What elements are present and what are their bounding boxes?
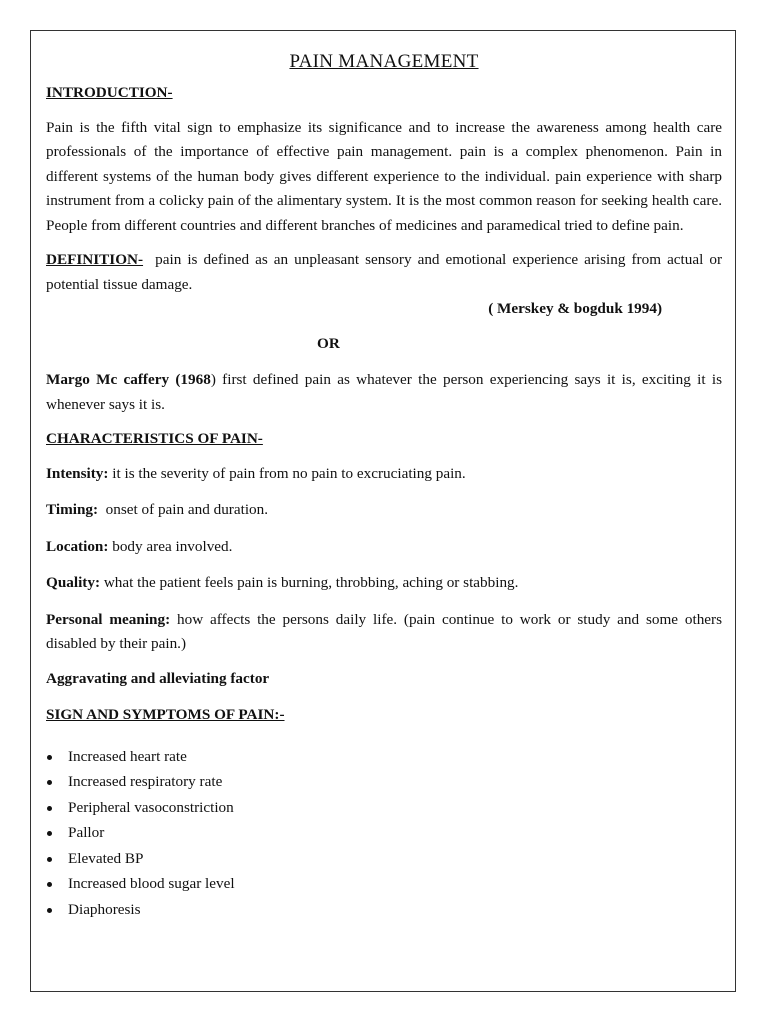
definition-text: pain is defined as an unpleasant sensory and emotional experience arising from actual or potential tissue damage. <box>46 251 723 293</box>
characteristic-label: Timing: <box>46 501 99 518</box>
alt-definition-author: Margo Mc caffery <box>46 371 170 388</box>
signs-list <box>46 744 722 923</box>
alternate-definition-paragraph: Margo Mc caffery (1968) first defined pain as whatever the person experiencing says it is, exciting it is whenever says it is. <box>46 371 723 413</box>
introduction-heading: INTRODUCTION- <box>46 84 173 101</box>
list-item: Increased respiratory rate <box>46 769 722 795</box>
characteristic-label: Personal meaning: <box>46 610 171 628</box>
alt-definition-year: (1968 <box>175 371 211 388</box>
characteristic-location <box>46 535 722 560</box>
definition-paragraph <box>46 248 722 297</box>
characteristic-label: Location: <box>46 537 109 555</box>
characteristic-text: body area involved. <box>112 537 233 555</box>
list-item: Elevated BP <box>46 846 722 872</box>
characteristic-text: what the patient feels pain is burning, throbbing, aching or stabbing. <box>103 574 519 591</box>
or-separator: OR <box>317 334 340 352</box>
characteristic-label: Intensity: <box>46 464 109 482</box>
characteristic-text: how affects the persons daily life. (pain continue to work or study and some others disabled by their pain.) <box>46 610 723 652</box>
list-item: Peripheral vasoconstriction <box>46 795 722 821</box>
list-item: Diaphoresis <box>46 897 722 923</box>
characteristic-timing <box>46 498 722 523</box>
characteristics-heading: CHARACTERISTICS OF PAIN- <box>46 430 263 447</box>
document-content <box>46 49 722 922</box>
characteristic-text: onset of pain and duration. <box>105 501 269 518</box>
characteristic-label: Quality: <box>46 574 101 591</box>
characteristic-quality <box>46 571 722 596</box>
list-item: Pallor <box>46 820 722 846</box>
definition-citation: ( Merskey & bogduk 1994) <box>488 300 662 317</box>
characteristic-personal-meaning <box>46 608 722 657</box>
list-item: Increased blood sugar level <box>46 871 722 897</box>
signs-heading: SIGN AND SYMPTOMS OF PAIN:- <box>46 706 285 723</box>
characteristic-text: it is the severity of pain from no pain to excruciating pain. <box>112 464 466 482</box>
definition-heading: DEFINITION- <box>46 251 144 268</box>
characteristic-intensity <box>46 462 722 487</box>
aggravating-factor: Aggravating and alleviating factor <box>46 669 270 687</box>
document-page <box>30 30 736 992</box>
list-item: Increased heart rate <box>46 744 722 770</box>
alt-definition-text: first defined pain as whatever the person experiencing says it is, exciting it is whenever says it is. <box>46 371 723 413</box>
document-title: PAIN MANAGEMENT <box>289 51 479 72</box>
introduction-paragraph: Pain is the fifth vital sign to emphasize its significance and to increase the awareness among health care professionals of the importance of effective pain management. pain is a complex phenomenon. Pain in different systems of the human body gives different experience to the individual. pain experience with sharp instrument from a colicky pain of the alimentary system. It is the most common reason for seeking health care. People from different countries and different branches of medicines and paramedical tried to define pain. <box>46 118 722 234</box>
